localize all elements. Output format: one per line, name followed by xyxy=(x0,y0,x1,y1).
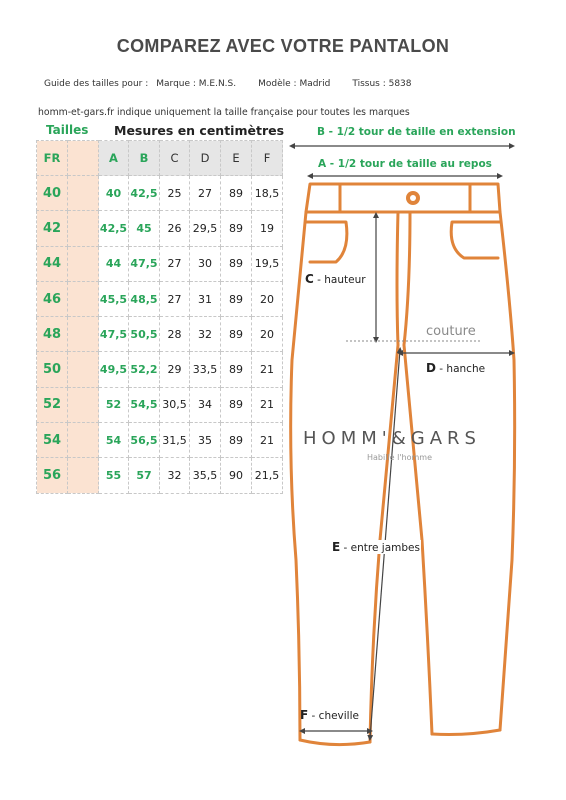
header-fr: FR xyxy=(37,141,68,176)
cell-c: 27 xyxy=(160,246,190,281)
brand-logo: HOMM'&GARS xyxy=(303,428,481,449)
guide-model: Modèle : Madrid xyxy=(258,79,331,89)
label-c xyxy=(305,272,366,286)
label-f-letter: F xyxy=(300,708,309,722)
label-d-letter: D xyxy=(426,361,436,375)
page-title: COMPAREZ AVEC VOTRE PANTALON xyxy=(116,36,450,56)
cell-c: 31,5 xyxy=(160,423,190,458)
cell-d: 29,5 xyxy=(190,211,221,246)
cell-e: 89 xyxy=(221,211,252,246)
cell-fr-size: 46 xyxy=(37,281,68,316)
cell-a: 44 xyxy=(99,246,129,281)
cell-e: 89 xyxy=(221,176,252,211)
cell-f: 19,5 xyxy=(252,246,283,281)
cell-c: 26 xyxy=(160,211,190,246)
brand-tagline: Habille l'homme xyxy=(367,453,433,462)
label-d-text: - hanche xyxy=(435,363,486,375)
cell-c: 27 xyxy=(160,281,190,316)
cell-d: 31 xyxy=(190,281,221,316)
tailles-label: Tailles xyxy=(46,123,89,137)
mesures-label: Mesures en centimètres xyxy=(114,123,285,138)
button-hole xyxy=(410,195,416,201)
cell-f: 20 xyxy=(252,281,283,316)
cell-a: 54 xyxy=(99,423,129,458)
cell-b: 52,2 xyxy=(129,352,160,387)
cell-a: 55 xyxy=(99,458,129,493)
label-couture: couture xyxy=(426,324,476,339)
cell-a: 45,5 xyxy=(99,281,129,316)
pants-outline xyxy=(291,184,515,745)
cell-e: 89 xyxy=(221,387,252,422)
cell-f: 21,5 xyxy=(252,458,283,493)
cell-fr-size: 48 xyxy=(37,317,68,352)
cell-a: 47,5 xyxy=(99,317,129,352)
cell-b: 57 xyxy=(129,458,160,493)
cell-c: 28 xyxy=(160,317,190,352)
header-e: E xyxy=(221,141,252,176)
header-a: A xyxy=(99,141,129,176)
cell-fr-size: 42 xyxy=(37,211,68,246)
cell-b: 56,5 xyxy=(129,423,160,458)
cell-e: 89 xyxy=(221,246,252,281)
cell-d: 35,5 xyxy=(190,458,221,493)
cell-f: 20 xyxy=(252,317,283,352)
cell-fr-size: 54 xyxy=(37,423,68,458)
label-f-text: - cheville xyxy=(308,710,359,722)
label-d xyxy=(426,361,485,375)
label-e-text: - entre jambes xyxy=(340,542,420,554)
site-note: homm-et-gars.fr indique uniquement la taille française pour toutes les marques xyxy=(38,107,410,118)
cell-b: 45 xyxy=(129,211,160,246)
cell-b: 54,5 xyxy=(129,387,160,422)
label-c-letter: C xyxy=(305,272,314,286)
guide-prefix: Guide des tailles pour : xyxy=(44,79,149,89)
cell-d: 32 xyxy=(190,317,221,352)
cell-d: 34 xyxy=(190,387,221,422)
header-d: D xyxy=(190,141,221,176)
label-a: A - 1/2 tour de taille au repos xyxy=(318,158,492,170)
cell-d: 27 xyxy=(190,176,221,211)
cell-fr-size: 52 xyxy=(37,387,68,422)
cell-e: 89 xyxy=(221,352,252,387)
label-e xyxy=(331,540,421,554)
cell-d: 33,5 xyxy=(190,352,221,387)
cell-f: 21 xyxy=(252,423,283,458)
cell-d: 35 xyxy=(190,423,221,458)
cell-b: 48,5 xyxy=(129,281,160,316)
cell-d: 30 xyxy=(190,246,221,281)
cell-c: 29 xyxy=(160,352,190,387)
header-f: F xyxy=(252,141,283,176)
label-e-letter: E xyxy=(332,540,341,554)
cell-fr-size: 44 xyxy=(37,246,68,281)
cell-f: 18,5 xyxy=(252,176,283,211)
cell-a: 42,5 xyxy=(99,211,129,246)
cell-a: 40 xyxy=(99,176,129,211)
header-c: C xyxy=(160,141,190,176)
cell-c: 30,5 xyxy=(160,387,190,422)
label-f xyxy=(300,708,359,722)
cell-c: 32 xyxy=(160,458,190,493)
cell-f: 21 xyxy=(252,352,283,387)
cell-b: 47,5 xyxy=(129,246,160,281)
guide-brand: Marque : M.E.N.S. xyxy=(156,79,237,89)
guide-fabric: Tissus : 5838 xyxy=(352,79,412,89)
cell-fr-size: 56 xyxy=(37,458,68,493)
cell-e: 89 xyxy=(221,423,252,458)
cell-f: 21 xyxy=(252,387,283,422)
cell-e: 89 xyxy=(221,281,252,316)
cell-fr-size: 40 xyxy=(37,176,68,211)
cell-fr-size: 50 xyxy=(37,352,68,387)
cell-b: 50,5 xyxy=(129,317,160,352)
cell-f: 19 xyxy=(252,211,283,246)
cell-c: 25 xyxy=(160,176,190,211)
cell-e: 89 xyxy=(221,317,252,352)
cell-b: 42,5 xyxy=(129,176,160,211)
cell-a: 49,5 xyxy=(99,352,129,387)
label-b: B - 1/2 tour de taille en extension xyxy=(317,126,516,138)
cell-e: 90 xyxy=(221,458,252,493)
header-b: B xyxy=(129,141,160,176)
label-c-text: - hauteur xyxy=(313,274,366,286)
cell-a: 52 xyxy=(99,387,129,422)
